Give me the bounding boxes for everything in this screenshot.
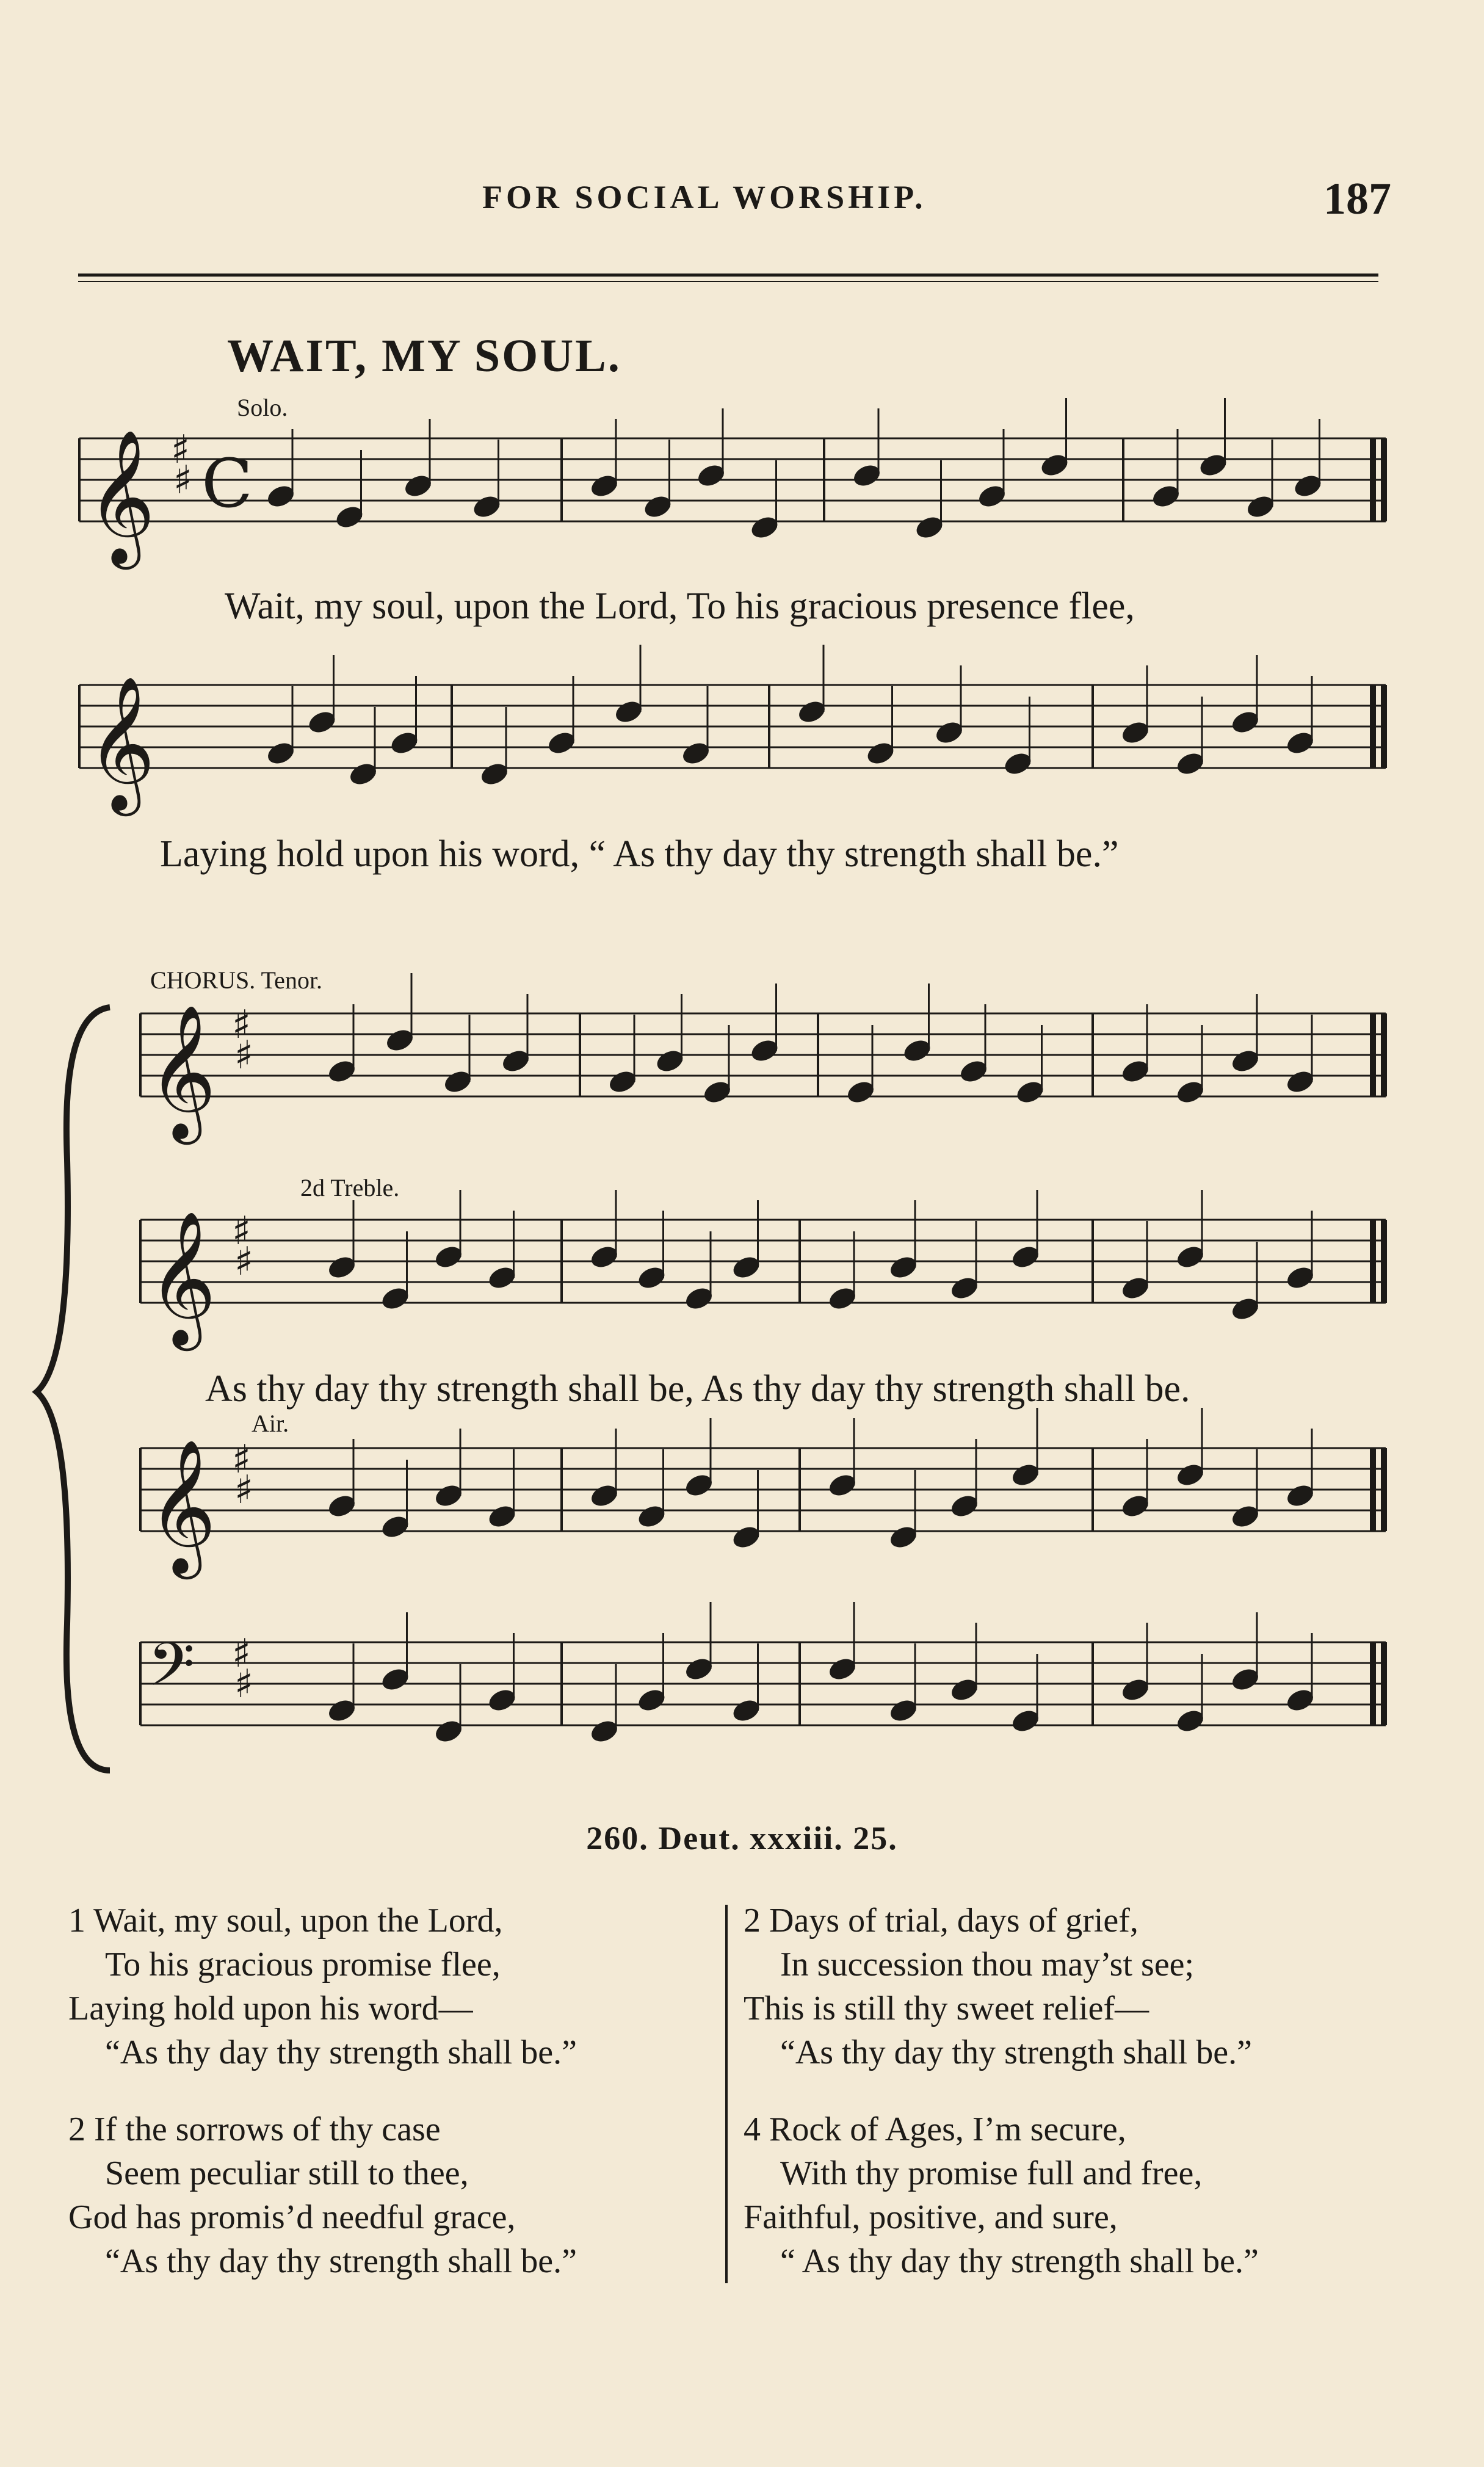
verse-4-line-1: 4 Rock of Ages, I’m secure, xyxy=(744,2110,1126,2148)
treble-clef-icon: 𝄞 xyxy=(87,675,156,810)
final-barline xyxy=(1381,1448,1387,1531)
sharp-icon: ♯ xyxy=(234,1468,253,1513)
sharp-icon: ♯ xyxy=(171,427,190,473)
final-barline xyxy=(1381,685,1387,768)
sharp-icon: ♯ xyxy=(234,1239,253,1284)
final-barline xyxy=(1381,1220,1387,1303)
system-brace xyxy=(37,1007,110,1770)
solo-label: Solo. xyxy=(237,394,288,421)
treble-clef-icon: 𝄞 xyxy=(87,429,156,563)
treble-label: 2d Treble. xyxy=(300,1174,400,1201)
bass-clef-icon: 𝄢 xyxy=(148,1630,195,1715)
verse-2 xyxy=(744,1899,1252,2074)
verse-2-line-3: This is still thy sweet relief— xyxy=(744,1990,1149,2027)
verse-2-line-1: 2 Days of trial, days of grief, xyxy=(744,1902,1138,1940)
verse-3-line-4: “As thy day thy strength shall be.” xyxy=(105,2242,577,2280)
hymn-title: WAIT, MY SOUL. xyxy=(227,330,621,382)
column-divider xyxy=(725,1905,728,2283)
sharp-icon: ♯ xyxy=(173,458,192,503)
verse-2-line-4: “As thy day thy strength shall be.” xyxy=(780,2034,1252,2071)
verse-1-line-1: 1 Wait, my soul, upon the Lord, xyxy=(68,1902,503,1940)
running-title: FOR SOCIAL WORSHIP. xyxy=(482,179,927,216)
page-number: 187 xyxy=(1323,174,1391,224)
chorus-label: CHORUS. Tenor. xyxy=(150,966,323,994)
verse-1-line-2: To his gracious promise flee, xyxy=(105,1946,501,1983)
sharp-icon: ♯ xyxy=(234,1662,253,1707)
verse-4-line-3: Faithful, positive, and sure, xyxy=(744,2198,1118,2236)
lyrics-line-2: Laying hold upon his word, “ As thy day thy strength shall be.” xyxy=(160,833,1119,875)
lyrics-line-1: Wait, my soul, upon the Lord, To his gracious presence flee, xyxy=(225,585,1135,627)
final-barline xyxy=(1370,438,1376,521)
sharp-icon: ♯ xyxy=(232,1631,251,1676)
final-barline xyxy=(1370,685,1376,768)
treble-clef-icon: 𝄞 xyxy=(148,1210,217,1345)
chorus-lyrics: As thy day thy strength shall be, As thy day thy strength shall be. xyxy=(205,1368,1190,1410)
final-barline xyxy=(1381,1642,1387,1725)
final-barline xyxy=(1370,1642,1376,1725)
final-barline xyxy=(1370,1220,1376,1303)
sharp-icon: ♯ xyxy=(232,1437,251,1482)
verse-1-line-3: Laying hold upon his word— xyxy=(68,1990,473,2027)
verse-4 xyxy=(744,2107,1259,2283)
verse-4-line-4: “ As thy day thy strength shall be.” xyxy=(780,2242,1259,2280)
sharp-icon: ♯ xyxy=(232,1209,251,1254)
sharp-icon: ♯ xyxy=(234,1033,253,1078)
treble-clef-icon: 𝄞 xyxy=(148,1438,217,1573)
final-barline xyxy=(1370,1013,1376,1096)
verse-1 xyxy=(68,1899,577,2074)
scripture-reference: 260. Deut. xxxiii. 25. xyxy=(586,1820,898,1857)
common-time-icon: C xyxy=(201,444,253,523)
sharp-icon: ♯ xyxy=(232,1002,251,1048)
verse-3-line-2: Seem peculiar still to thee, xyxy=(105,2154,469,2192)
verse-3-line-1: 2 If the sorrows of thy case xyxy=(68,2110,441,2148)
treble-clef-icon: 𝄞 xyxy=(148,1004,217,1139)
air-label: Air. xyxy=(252,1410,289,1437)
verse-3 xyxy=(68,2107,577,2283)
verse-3-line-3: God has promis’d needful grace, xyxy=(68,2198,516,2236)
verse-2-line-2: In succession thou may’st see; xyxy=(780,1946,1195,1983)
final-barline xyxy=(1370,1448,1376,1531)
verse-1-line-4: “As thy day thy strength shall be.” xyxy=(105,2034,577,2071)
verse-4-line-2: With thy promise full and free, xyxy=(780,2154,1203,2192)
final-barline xyxy=(1381,438,1387,521)
final-barline xyxy=(1381,1013,1387,1096)
